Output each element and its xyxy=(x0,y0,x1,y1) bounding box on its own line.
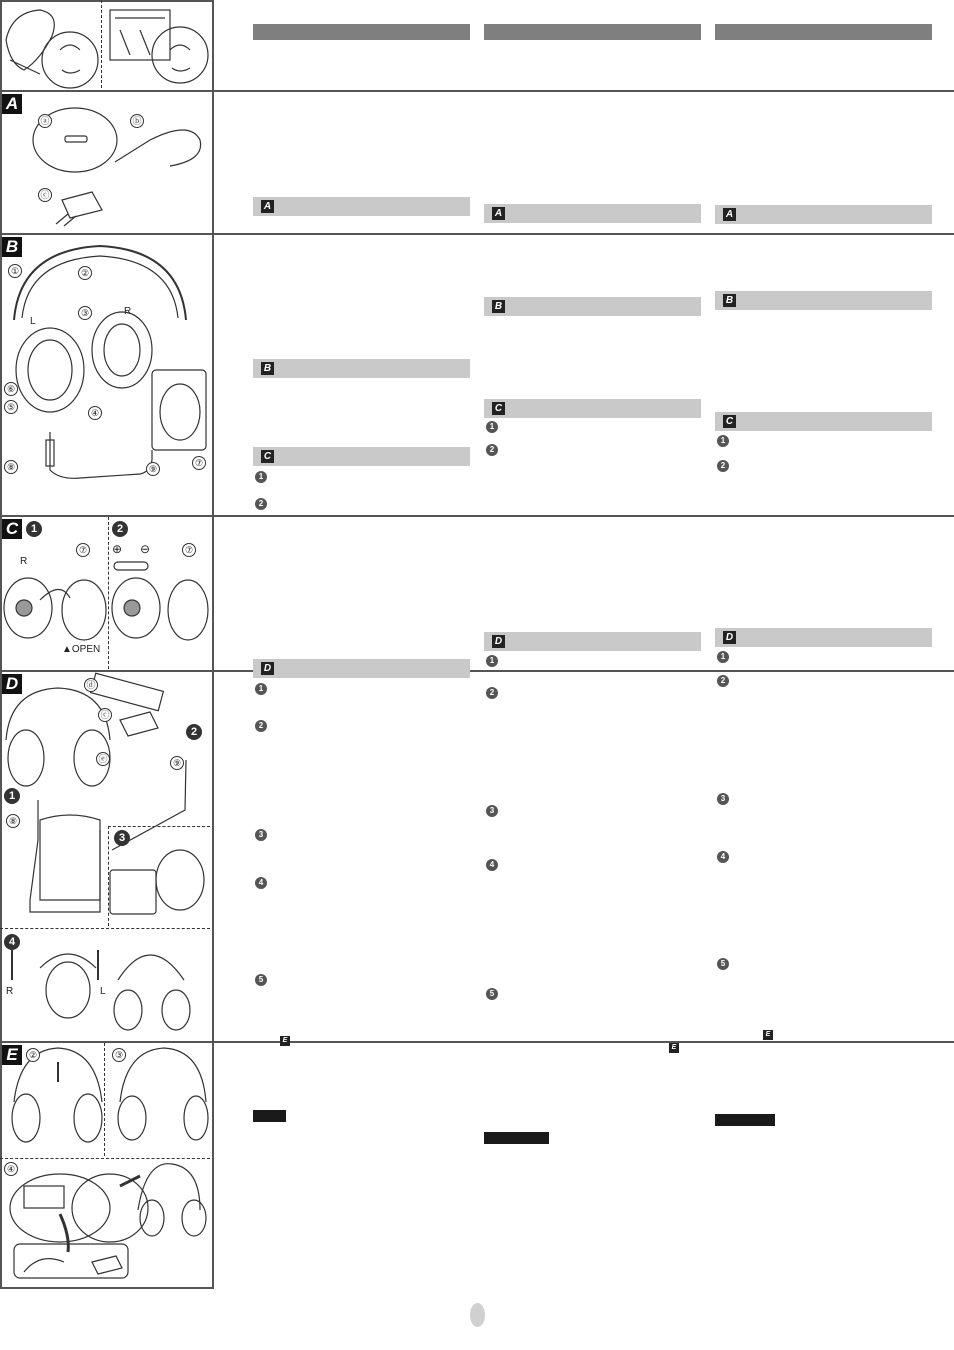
part-8-label: ⑧ xyxy=(4,460,18,474)
minus-symbol: ⊖ xyxy=(140,542,151,556)
step-3-marker: 3 xyxy=(114,830,130,846)
section-bar-b xyxy=(253,359,470,378)
column-header xyxy=(484,24,701,40)
note-bar xyxy=(484,1132,549,1144)
part-9-label: ⑨ xyxy=(146,462,160,476)
section-badge: C xyxy=(492,402,505,415)
part-7-label: ⑦ xyxy=(76,543,90,557)
step-number: 1 xyxy=(717,651,729,663)
part-4-label: ④ xyxy=(88,406,102,420)
open-label: ▲OPEN xyxy=(62,644,101,655)
dashed-divider xyxy=(108,826,109,926)
step-number: 1 xyxy=(717,435,729,447)
item-b-label: ⓑ xyxy=(130,114,144,128)
item-a-label: ⓐ xyxy=(38,114,52,128)
page-number-marker xyxy=(470,1303,485,1327)
step-1-marker: 1 xyxy=(4,788,20,804)
section-badge: B xyxy=(261,362,274,375)
right-label: R xyxy=(20,556,28,567)
section-bar-c xyxy=(484,399,701,418)
step-number: 2 xyxy=(717,675,729,687)
right-label: R xyxy=(6,986,14,997)
e-step-3-label: ③ xyxy=(112,1048,126,1062)
step-number: 2 xyxy=(486,444,498,456)
step-number: 4 xyxy=(255,877,267,889)
dashed-divider xyxy=(0,1158,210,1159)
section-badge: D xyxy=(261,662,274,675)
right-label: R xyxy=(124,306,132,317)
section-bar-d xyxy=(484,632,701,651)
step-4-marker: 4 xyxy=(4,934,20,950)
part-8-label: ⑧ xyxy=(6,814,20,828)
part-2-label: ② xyxy=(78,266,92,280)
step-number: 3 xyxy=(717,793,729,805)
section-badge: B xyxy=(492,300,505,313)
column-header xyxy=(715,24,932,40)
dashed-divider xyxy=(108,517,109,669)
part-5-label: ⑤ xyxy=(4,400,18,414)
step-number: 2 xyxy=(717,460,729,472)
step-2-marker: 2 xyxy=(112,521,128,537)
step-1-marker: 1 xyxy=(26,521,42,537)
part-1-label: ① xyxy=(8,264,22,278)
section-bar-a xyxy=(484,204,701,223)
section-bar-c xyxy=(253,447,470,466)
section-badge: C xyxy=(723,415,736,428)
section-label-e: E xyxy=(2,1045,22,1065)
section-bar-c xyxy=(715,412,932,431)
section-badge: B xyxy=(723,294,736,307)
step-number: 5 xyxy=(486,988,498,1000)
part-9-label: ⑨ xyxy=(170,756,184,770)
step-number: 4 xyxy=(717,851,729,863)
divider xyxy=(0,233,954,235)
step-number: 3 xyxy=(255,829,267,841)
item-e-label: ⓔ xyxy=(96,752,110,766)
section-badge: A xyxy=(261,200,274,213)
section-badge: A xyxy=(492,207,505,220)
step-2-marker: 2 xyxy=(186,724,202,740)
divider xyxy=(0,670,954,672)
illustrations-drawing xyxy=(0,0,210,1285)
section-bar-a xyxy=(715,205,932,224)
section-bar-d xyxy=(253,659,470,678)
step-number: 1 xyxy=(486,655,498,667)
part-3-label: ③ xyxy=(78,306,92,320)
section-e-reference: E xyxy=(669,1043,679,1053)
section-badge: D xyxy=(723,631,736,644)
section-bar-d xyxy=(715,628,932,647)
section-badge: C xyxy=(261,450,274,463)
section-e-reference: E xyxy=(280,1036,290,1046)
item-d-label: ⓓ xyxy=(84,678,98,692)
plus-symbol: ⊕ xyxy=(112,542,123,556)
part-7-label: ⑦ xyxy=(182,543,196,557)
step-number: 1 xyxy=(255,471,267,483)
dashed-divider xyxy=(0,928,210,929)
step-number: 2 xyxy=(486,687,498,699)
item-c-label: ⓒ xyxy=(98,708,112,722)
part-6-label: ⑥ xyxy=(4,382,18,396)
e-step-4-label: ④ xyxy=(4,1162,18,1176)
step-number: 2 xyxy=(255,720,267,732)
column-header xyxy=(253,24,470,40)
section-label-a: A xyxy=(2,94,22,114)
step-number: 5 xyxy=(717,958,729,970)
section-label-d: D xyxy=(2,674,22,694)
part-7-label: ⑦ xyxy=(192,456,206,470)
dashed-divider xyxy=(108,826,210,827)
section-badge: A xyxy=(723,208,736,221)
divider xyxy=(0,515,954,517)
step-number: 5 xyxy=(255,974,267,986)
dashed-divider xyxy=(104,1043,105,1156)
e-step-2-label: ② xyxy=(26,1048,40,1062)
left-label: L xyxy=(30,316,36,327)
section-label-b: B xyxy=(2,237,22,257)
section-bar-b xyxy=(715,291,932,310)
note-bar xyxy=(253,1110,286,1122)
left-label: L xyxy=(100,986,106,997)
note-bar xyxy=(715,1114,775,1126)
section-label-c: C xyxy=(2,519,22,539)
step-number: 4 xyxy=(486,859,498,871)
section-bar-a xyxy=(253,197,470,216)
step-number: 1 xyxy=(255,683,267,695)
section-bar-b xyxy=(484,297,701,316)
item-c-label: ⓒ xyxy=(38,188,52,202)
section-badge: D xyxy=(492,635,505,648)
divider xyxy=(0,90,954,92)
step-number: 3 xyxy=(486,805,498,817)
dashed-divider xyxy=(101,0,102,88)
illustration-panel xyxy=(0,0,214,1289)
step-number: 1 xyxy=(486,421,498,433)
divider xyxy=(0,1041,954,1043)
section-e-reference: E xyxy=(763,1030,773,1040)
step-number: 2 xyxy=(255,498,267,510)
